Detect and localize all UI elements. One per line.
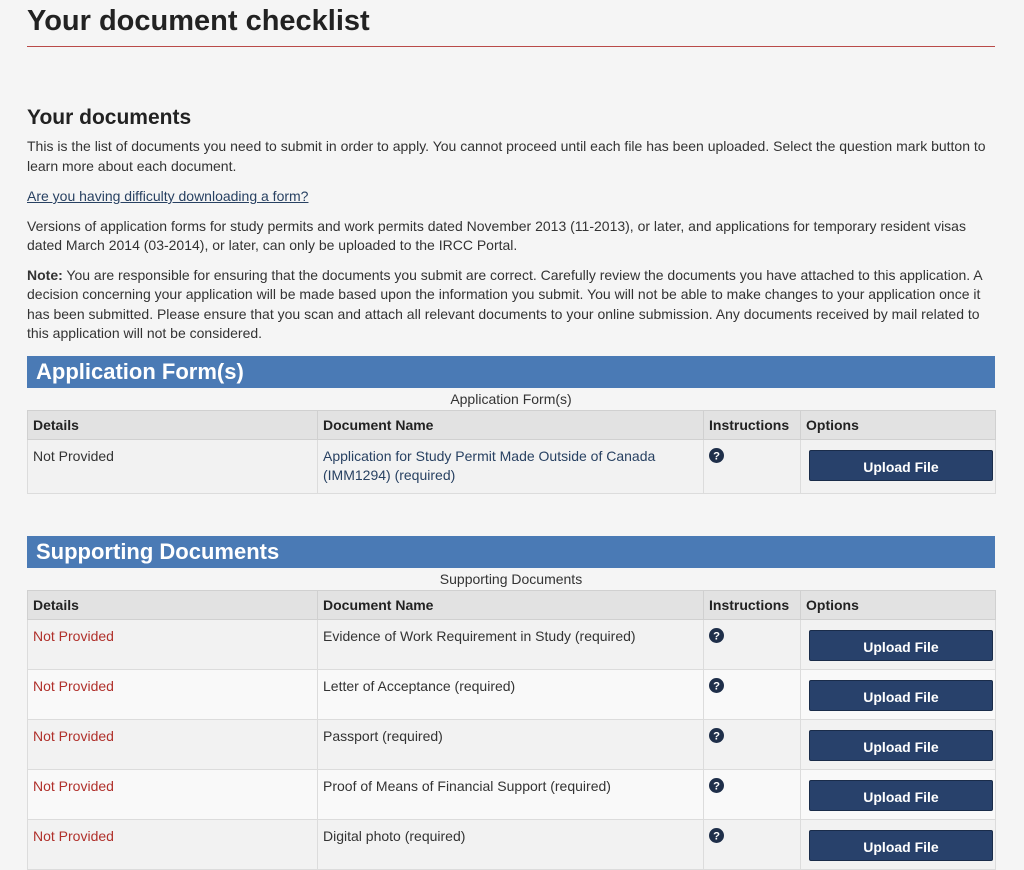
status-cell: Not Provided: [28, 439, 318, 493]
table-row: [28, 769, 996, 819]
options-cell: [801, 719, 996, 769]
svg-text:?: ?: [713, 830, 720, 843]
versions-text: Versions of application forms for study permits and work permits dated November 2013 (11-2013), or later, and applications for temporary resident visas dated March 2014 (03-2014), or later, can only be uploaded to the IRCC Portal.: [27, 217, 966, 253]
svg-text:?: ?: [713, 450, 720, 463]
question-circle-icon[interactable]: [709, 678, 724, 693]
download-help-link[interactable]: Are you having difficulty downloading a form?: [27, 188, 309, 204]
options-cell: [801, 619, 996, 669]
table-row: [28, 439, 996, 493]
note-label: Note:: [27, 266, 63, 283]
upload-file-button[interactable]: Upload File: [809, 730, 993, 761]
note-text: [27, 266, 995, 344]
document-name-cell: Letter of Acceptance (required): [318, 669, 704, 719]
table-row: [28, 719, 996, 769]
question-circle-icon[interactable]: [709, 728, 724, 743]
supporting-documents-heading: Supporting Documents: [27, 536, 995, 568]
instructions-cell: [704, 819, 801, 869]
document-name-cell: Proof of Means of Financial Support (required): [318, 769, 704, 819]
options-cell: [801, 769, 996, 819]
col-details: Details: [28, 590, 318, 619]
application-forms-heading: Application Form(s): [27, 356, 995, 388]
status-cell: Not Provided: [28, 719, 318, 769]
application-forms-table: [27, 410, 996, 494]
col-instructions: Instructions: [704, 590, 801, 619]
col-document-name: Document Name: [318, 590, 704, 619]
options-cell: [801, 439, 996, 493]
instructions-cell: [704, 719, 801, 769]
status-cell: Not Provided: [28, 819, 318, 869]
svg-text:?: ?: [713, 680, 720, 693]
upload-file-button[interactable]: Upload File: [809, 780, 993, 811]
page: [27, 0, 995, 870]
upload-file-button[interactable]: Upload File: [809, 680, 993, 711]
upload-file-button[interactable]: Upload File: [809, 830, 993, 861]
table-row: [28, 619, 996, 669]
help-link-line: [27, 187, 995, 207]
instructions-cell: [704, 669, 801, 719]
your-documents-heading: Your documents: [27, 106, 192, 129]
svg-text:?: ?: [713, 730, 720, 743]
document-name-cell: Passport (required): [318, 719, 704, 769]
instructions-cell: [704, 619, 801, 669]
note-body: You are responsible for ensuring that the documents you submit are correct. Carefully review the documents you have attached to this application. A decision concerning your application will be made based upon the information you submit. You will not be able to make changes to your application once it has been submitted. Please ensure that you scan and attach all relevant documents to your online submission. Any documents received by mail related to this application will not be considered.: [27, 266, 982, 341]
table-row: [28, 819, 996, 869]
document-name-cell: Digital photo (required): [318, 819, 704, 869]
status-cell: Not Provided: [28, 769, 318, 819]
document-name-cell: Evidence of Work Requirement in Study (required): [318, 619, 704, 669]
options-cell: [801, 819, 996, 869]
col-options: Options: [801, 410, 996, 439]
instructions-cell: [704, 439, 801, 493]
document-name-cell[interactable]: Application for Study Permit Made Outside of Canada (IMM1294) (required): [318, 439, 704, 493]
table-header-row: [28, 590, 996, 619]
options-cell: [801, 669, 996, 719]
upload-file-button[interactable]: Upload File: [809, 450, 993, 481]
title-divider: [27, 46, 995, 47]
svg-text:?: ?: [713, 630, 720, 643]
svg-text:?: ?: [713, 780, 720, 793]
question-circle-icon[interactable]: [709, 778, 724, 793]
col-options: Options: [801, 590, 996, 619]
intro-text: This is the list of documents you need to submit in order to apply. You cannot proceed until each file has been uploaded. Select the question mark button to learn more about each document.: [27, 138, 986, 174]
table-row: [28, 669, 996, 719]
instructions-cell: [704, 769, 801, 819]
col-instructions: Instructions: [704, 410, 801, 439]
col-details: Details: [28, 410, 318, 439]
status-cell: Not Provided: [28, 669, 318, 719]
status-cell: Not Provided: [28, 619, 318, 669]
col-document-name: Document Name: [318, 410, 704, 439]
table-header-row: [28, 410, 996, 439]
supporting-documents-caption: Supporting Documents: [439, 570, 583, 587]
application-forms-caption: Application Form(s): [450, 390, 572, 407]
question-circle-icon[interactable]: [709, 448, 724, 463]
question-circle-icon[interactable]: [709, 628, 724, 643]
upload-file-button[interactable]: Upload File: [809, 630, 993, 661]
supporting-documents-table: [27, 590, 996, 870]
question-circle-icon[interactable]: [709, 828, 724, 843]
page-title: Your document checklist: [27, 5, 370, 37]
